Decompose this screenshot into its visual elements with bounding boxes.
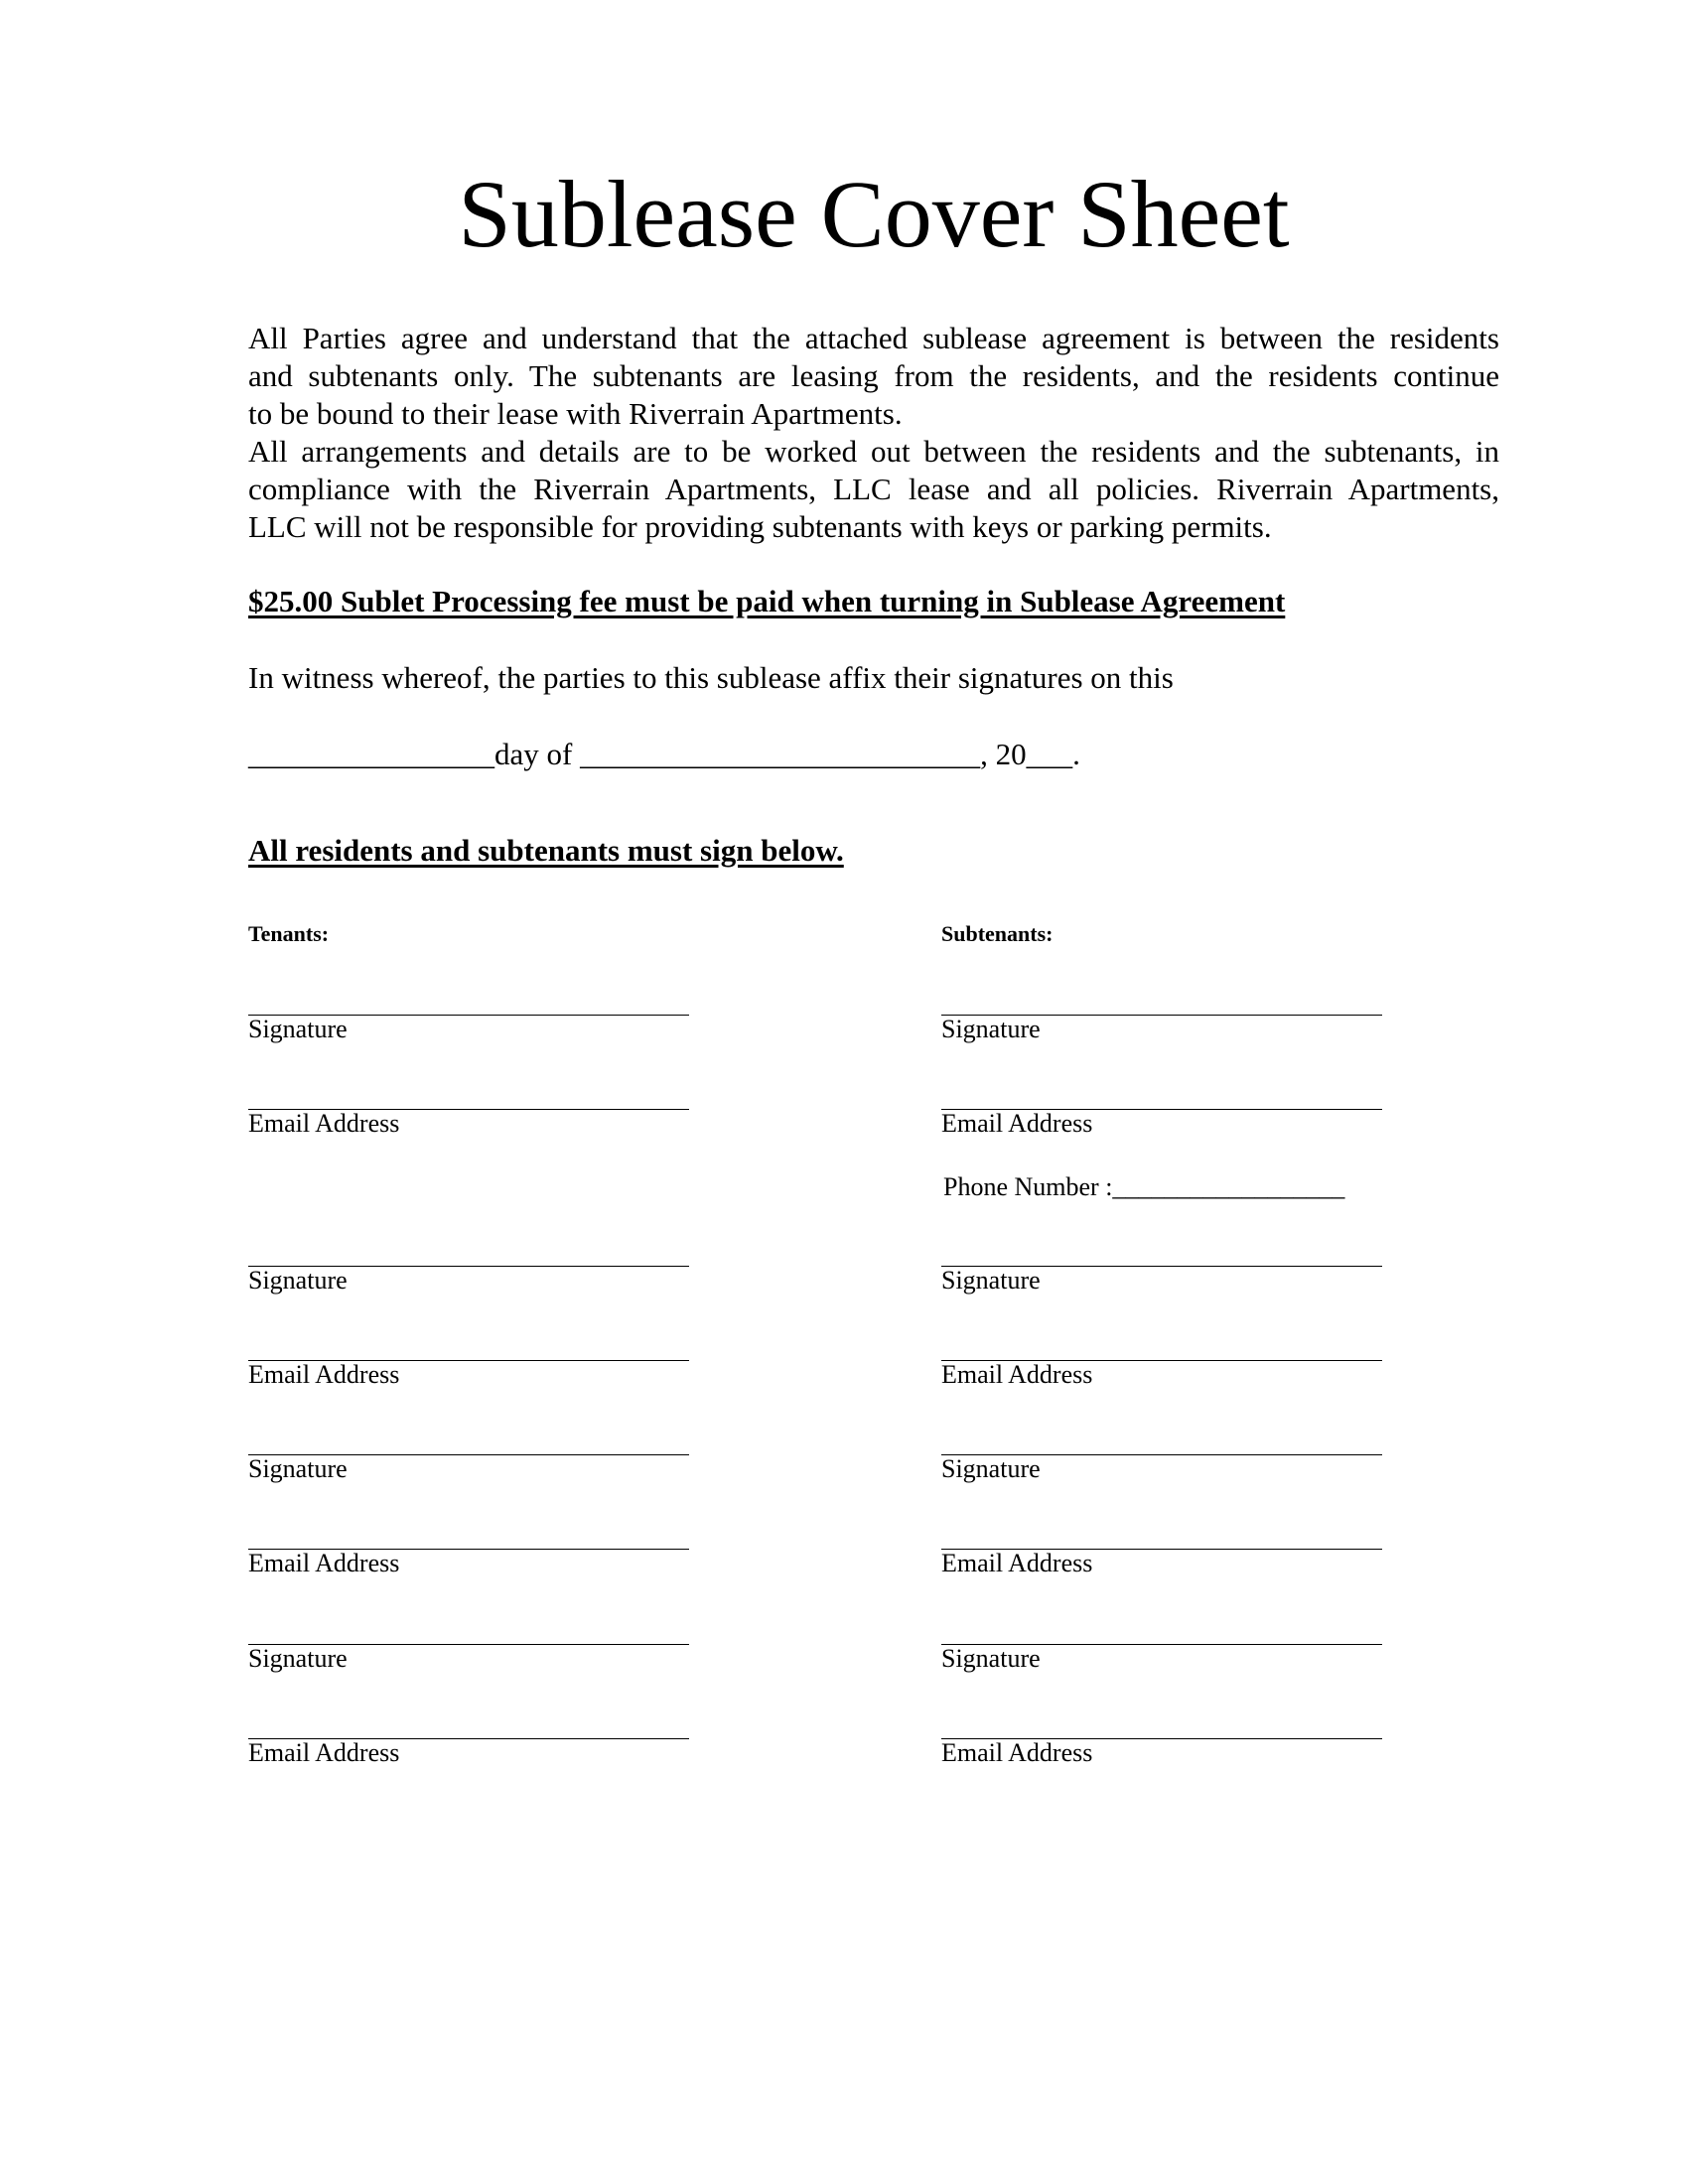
- fee-notice: $25.00 Sublet Processing fee must be paid when turning in Sublease Agreement: [248, 584, 1286, 618]
- subtenants-heading: Subtenants:: [941, 921, 1054, 946]
- intro-line: LLC will not be responsible for providing subtenants with keys or parking permits.: [248, 509, 1272, 544]
- subtenant-signature-label: Signature: [941, 1644, 1041, 1673]
- phone-number-field[interactable]: Phone Number :__________________: [943, 1172, 1345, 1201]
- tenant-email-label: Email Address: [248, 1738, 400, 1767]
- subtenant-email-label: Email Address: [941, 1549, 1093, 1577]
- intro-line: All Parties agree and understand that the attached sublease agreement is between the residents: [248, 321, 1499, 355]
- tenant-signature-label: Signature: [248, 1015, 348, 1043]
- tenant-email-label: Email Address: [248, 1360, 400, 1389]
- subtenant-signature-label: Signature: [941, 1266, 1041, 1295]
- witness-statement: In witness whereof, the parties to this sublease affix their signatures on this: [248, 660, 1174, 695]
- intro-line: and subtenants only. The subtenants are leasing from the residents, and the residents continue: [248, 358, 1499, 393]
- tenant-signature-label: Signature: [248, 1644, 348, 1673]
- subtenant-email-label: Email Address: [941, 1738, 1093, 1767]
- intro-line: All arrangements and details are to be worked out between the residents and the subtenants, in: [248, 434, 1499, 469]
- date-line[interactable]: ________________day of __________________________, 20___.: [248, 737, 1080, 771]
- intro-paragraphs: [248, 320, 1499, 546]
- tenants-heading: Tenants:: [248, 921, 330, 946]
- subtenant-email-label: Email Address: [941, 1109, 1093, 1138]
- page-title: Sublease Cover Sheet: [458, 161, 1290, 267]
- tenant-email-label: Email Address: [248, 1549, 400, 1577]
- subtenant-signature-label: Signature: [941, 1015, 1041, 1043]
- tenant-signature-label: Signature: [248, 1454, 348, 1483]
- sign-instruction: All residents and subtenants must sign below.: [248, 833, 844, 868]
- tenant-email-label: Email Address: [248, 1109, 400, 1138]
- tenant-signature-label: Signature: [248, 1266, 348, 1295]
- subtenant-signature-label: Signature: [941, 1454, 1041, 1483]
- intro-line: to be bound to their lease with Riverrain Apartments.: [248, 396, 903, 431]
- subtenant-email-label: Email Address: [941, 1360, 1093, 1389]
- intro-line: compliance with the Riverrain Apartments, LLC lease and all policies. Riverrain Apartments,: [248, 472, 1499, 506]
